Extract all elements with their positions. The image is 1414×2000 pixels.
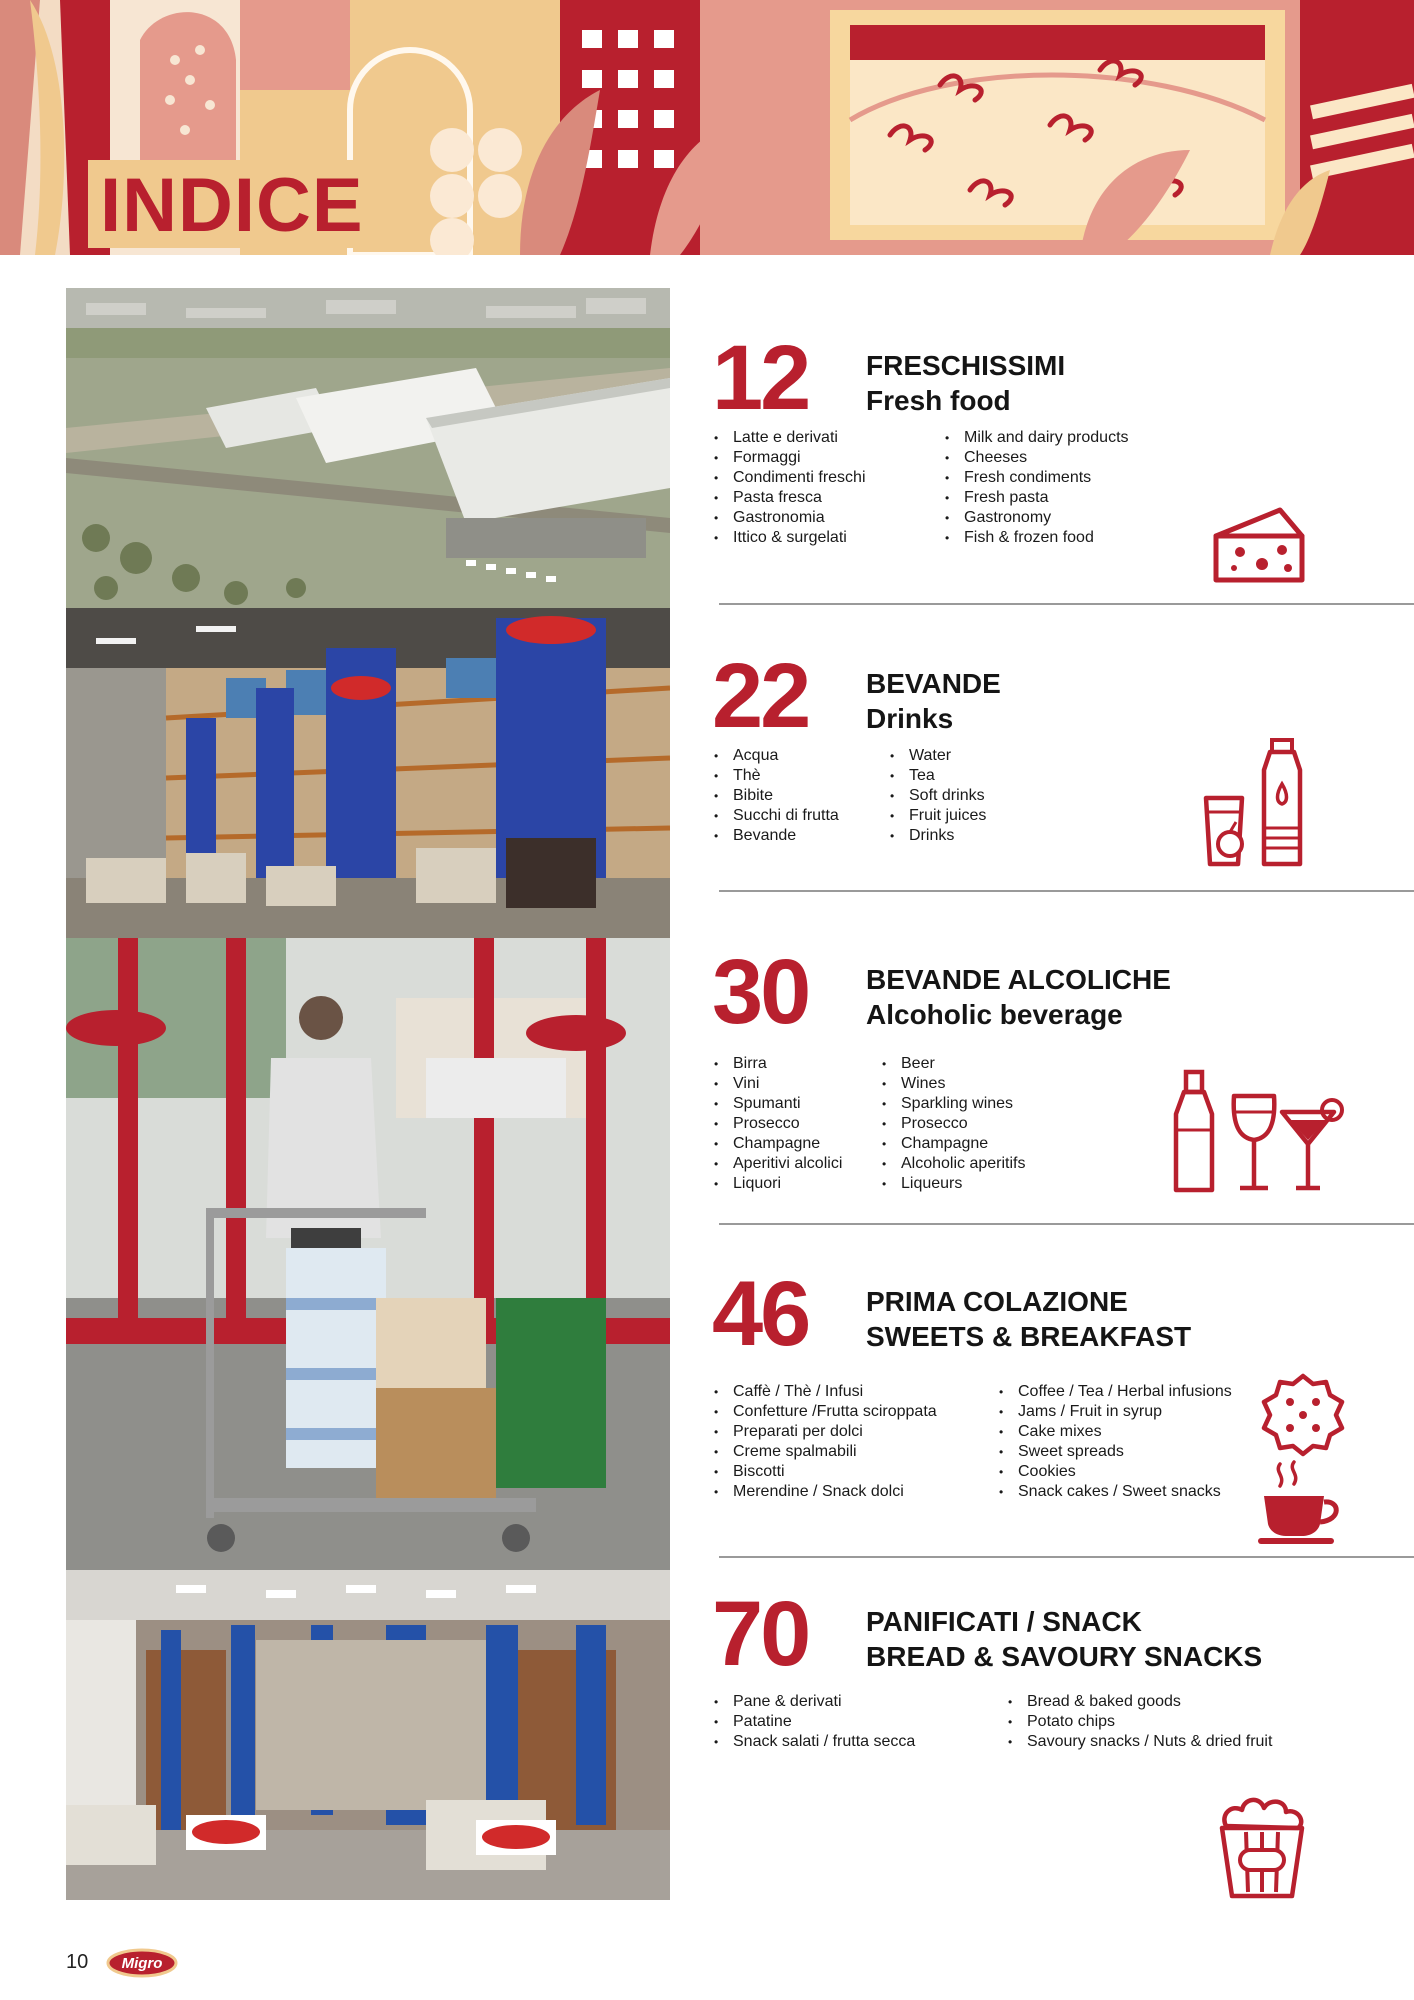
migro-logo — [106, 1948, 178, 1978]
list-item: • Prosecco — [880, 1114, 1026, 1134]
section-divider — [719, 1223, 1414, 1225]
section-title — [866, 666, 1001, 736]
section-title — [866, 1604, 1262, 1674]
items-english — [997, 1382, 1232, 1502]
list-item: • Liqueurs — [880, 1174, 1026, 1194]
list-item: • Caffè / Thè / Infusi — [712, 1382, 937, 1402]
list-item: • Aperitivi alcolici — [712, 1154, 842, 1174]
list-item: • Bread & baked goods — [1006, 1692, 1272, 1712]
wine-cocktail-icon — [1172, 1068, 1348, 1194]
section-title-it: BEVANDE ALCOLICHE — [866, 964, 1171, 995]
list-item: • Fish & frozen food — [943, 528, 1129, 548]
coffee-cup-icon — [1258, 1460, 1350, 1544]
list-item: • Fresh pasta — [943, 488, 1129, 508]
section-bread-savoury-snacks — [712, 1583, 1414, 1788]
list-item: • Snack cakes / Sweet snacks — [997, 1482, 1232, 1502]
logo-text: Migro — [121, 1955, 163, 1972]
items-english — [943, 428, 1129, 548]
section-title-it: BEVANDE — [866, 668, 1001, 699]
list-item: • Gastronomia — [712, 508, 866, 528]
list-item: • Drinks — [888, 826, 986, 846]
section-title — [866, 348, 1065, 418]
list-item: • Pasta fresca — [712, 488, 866, 508]
list-item: • Coffee / Tea / Herbal infusions — [997, 1382, 1232, 1402]
section-page-number: 22 — [712, 645, 809, 747]
list-item: • Jams / Fruit in syrup — [997, 1402, 1232, 1422]
list-item: • Latte e derivati — [712, 428, 866, 448]
list-item: • Pane & derivati — [712, 1692, 915, 1712]
list-item: • Snack salati / frutta secca — [712, 1732, 915, 1752]
section-title-it: PANIFICATI / SNACK — [866, 1606, 1142, 1637]
list-item: • Gastronomy — [943, 508, 1129, 528]
items-italian — [712, 428, 866, 548]
list-item: • Cheeses — [943, 448, 1129, 468]
list-item: • Biscotti — [712, 1462, 937, 1482]
list-item: • Champagne — [712, 1134, 842, 1154]
list-item: • Spumanti — [712, 1094, 842, 1114]
section-divider — [719, 1556, 1414, 1558]
list-item: • Fresh condiments — [943, 468, 1129, 488]
list-item: • Liquori — [712, 1174, 842, 1194]
list-item: • Creme spalmabili — [712, 1442, 937, 1462]
list-item: • Milk and dairy products — [943, 428, 1129, 448]
items-english — [880, 1054, 1026, 1194]
list-item: • Fruit juices — [888, 806, 986, 826]
list-item: • Prosecco — [712, 1114, 842, 1134]
list-item: • Alcoholic aperitifs — [880, 1154, 1026, 1174]
list-item: • Bevande — [712, 826, 839, 846]
biscuit-icon — [1260, 1372, 1346, 1458]
list-item: • Wines — [880, 1074, 1026, 1094]
popcorn-icon — [1216, 1796, 1308, 1900]
list-item: • Birra — [712, 1054, 842, 1074]
section-title-en: Fresh food — [866, 385, 1011, 416]
list-item: • Savoury snacks / Nuts & dried fruit — [1006, 1732, 1272, 1752]
beverage-aisle-photo — [66, 608, 670, 938]
items-english — [888, 746, 986, 846]
list-item: • Confetture /Frutta sciroppata — [712, 1402, 937, 1422]
list-item: • Tea — [888, 766, 986, 786]
items-italian — [712, 1054, 842, 1194]
list-item: • Preparati per dolci — [712, 1422, 937, 1442]
items-italian — [712, 1692, 915, 1752]
items-italian — [712, 746, 839, 846]
list-item: • Beer — [880, 1054, 1026, 1074]
section-divider — [719, 890, 1414, 892]
section-title-en: Alcoholic beverage — [866, 999, 1123, 1030]
section-title-en: Drinks — [866, 703, 954, 734]
section-page-number: 30 — [712, 941, 809, 1043]
list-item: • Condimenti freschi — [712, 468, 866, 488]
section-page-number: 70 — [712, 1583, 809, 1685]
section-title-en: BREAD & SAVOURY SNACKS — [866, 1641, 1263, 1672]
items-italian — [712, 1382, 937, 1502]
section-title — [866, 962, 1171, 1032]
list-item: • Cake mixes — [997, 1422, 1232, 1442]
list-item: • Acqua — [712, 746, 839, 766]
section-title-it: FRESCHISSIMI — [866, 350, 1066, 381]
page-title: INDICE — [100, 163, 364, 248]
store-entrance-photo — [66, 938, 670, 1570]
list-item: • Champagne — [880, 1134, 1026, 1154]
section-page-number: 12 — [712, 327, 809, 429]
section-fresh-food — [712, 327, 1414, 582]
list-item: • Potato chips — [1006, 1712, 1272, 1732]
section-title-en: SWEETS & BREAKFAST — [866, 1321, 1192, 1352]
list-item: • Thè — [712, 766, 839, 786]
list-item: • Formaggi — [712, 448, 866, 468]
list-item: • Merendine / Snack dolci — [712, 1482, 937, 1502]
section-divider — [719, 603, 1414, 605]
list-item: • Ittico & surgelati — [712, 528, 866, 548]
store-interior-photo — [66, 1570, 670, 1900]
list-item: • Succhi di frutta — [712, 806, 839, 826]
list-item: • Bibite — [712, 786, 839, 806]
list-item: • Sparkling wines — [880, 1094, 1026, 1114]
list-item: • Vini — [712, 1074, 842, 1094]
cheese-icon — [1210, 502, 1308, 586]
section-page-number: 46 — [712, 1263, 809, 1365]
page-number: 10 — [66, 1951, 89, 1973]
aerial-warehouse-photo — [66, 288, 670, 608]
list-item: • Cookies — [997, 1462, 1232, 1482]
list-item: • Water — [888, 746, 986, 766]
drinks-icon — [1200, 736, 1324, 870]
items-english — [1006, 1692, 1272, 1752]
list-item: • Soft drinks — [888, 786, 986, 806]
list-item: • Sweet spreads — [997, 1442, 1232, 1462]
header-banner — [0, 0, 1414, 255]
section-title — [866, 1284, 1191, 1354]
list-item: • Patatine — [712, 1712, 915, 1732]
section-title-it: PRIMA COLAZIONE — [866, 1286, 1128, 1317]
